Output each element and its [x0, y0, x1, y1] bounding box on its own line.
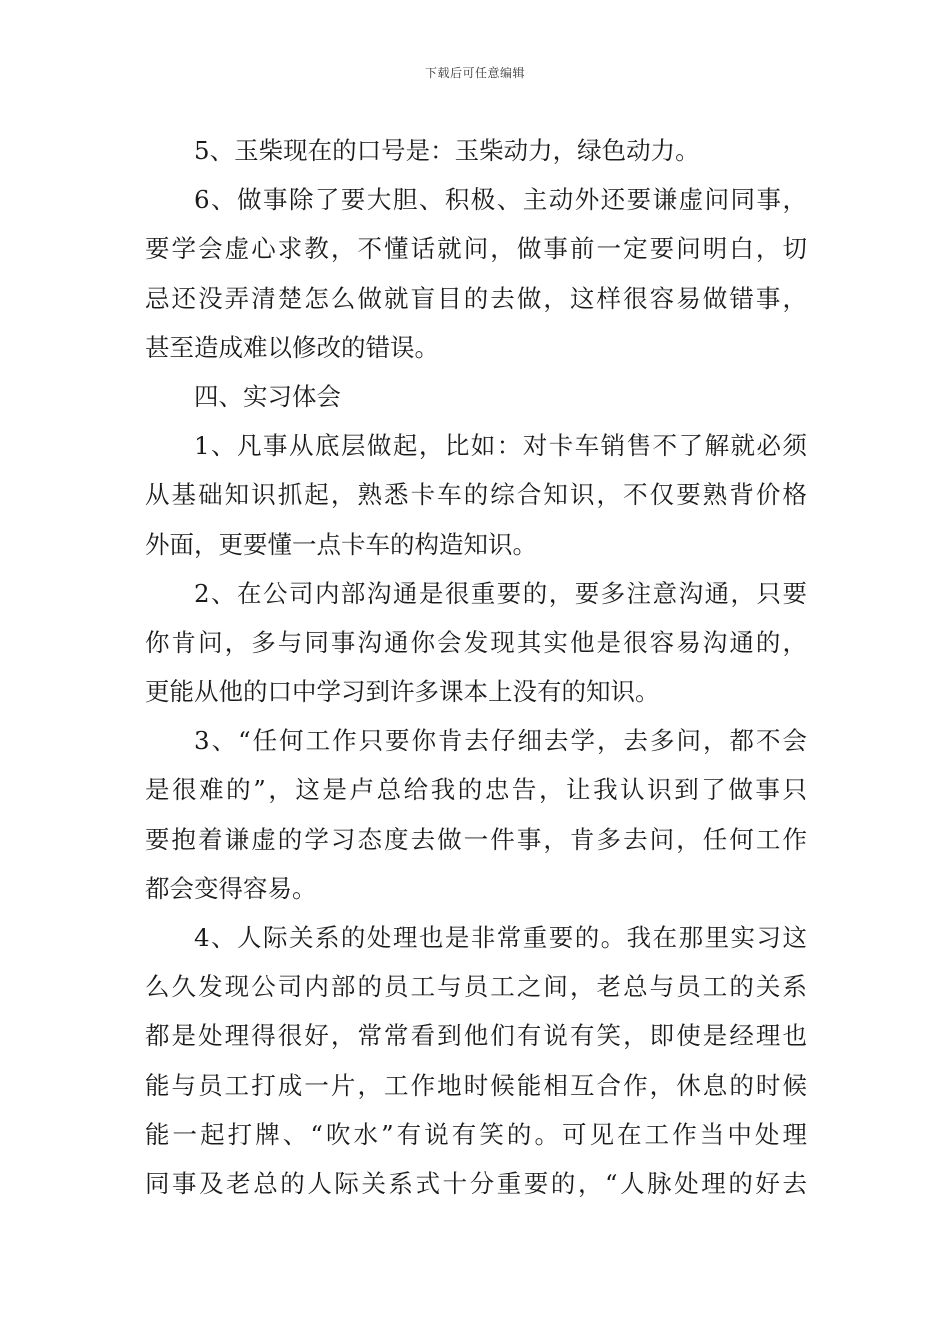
text-line: 4、人际关系的处理也是非常重要的。我在那里实习这 — [194, 923, 807, 952]
text-line: 你肯问，多与同事沟通你会发现其实他是很容易沟通的， — [145, 627, 807, 657]
text-line: 同事及老总的人际关系式十分重要的，“人脉处理的好去 — [145, 1168, 807, 1198]
text-line: 都会变得容易。 — [145, 873, 317, 903]
text-line: 能与员工打成一片，工作地时候能相互合作，休息的时候 — [145, 1070, 807, 1100]
text-line: 3、“任何工作只要你肯去仔细去学，去多问，都不会 — [194, 726, 807, 756]
text-line: 从基础知识抓起，熟悉卡车的综合知识，不仅要熟背价格 — [145, 480, 807, 510]
text-line: 6、做事除了要大胆、积极、主动外还要谦虚问同事， — [194, 185, 807, 215]
page-header: 下载后可任意编辑 — [424, 66, 525, 80]
text-line: 更能从他的口中学习到许多课本上没有的知识。 — [145, 677, 660, 707]
text-line: 都是处理得很好，常常看到他们有说有笑，即使是经理也 — [145, 1021, 807, 1051]
text-line: 5、玉柴现在的口号是：玉柴动力，绿色动力。 — [194, 136, 700, 165]
text-line: 甚至造成难以修改的错误。 — [145, 332, 439, 362]
text-line: 要学会虚心求教，不懂话就问，做事前一定要问明白，切 — [145, 234, 807, 264]
text-line: 1、凡事从底层做起，比如：对卡车销售不了解就必须 — [194, 431, 807, 461]
text-line: 2、在公司内部沟通是很重要的，要多注意沟通，只要 — [194, 578, 807, 608]
text-line: 能一起打牌、“吹水”有说有笑的。可见在工作当中处理 — [145, 1119, 807, 1149]
text-line: 外面，更要懂一点卡车的构造知识。 — [145, 529, 537, 559]
text-line: 四、实习体会 — [194, 381, 341, 411]
text-line: 要抱着谦虚的学习态度去做一件事，肯多去问，任何工作 — [145, 824, 807, 854]
text-line: 是很难的”，这是卢总给我的忠告，让我认识到了做事只 — [145, 775, 807, 805]
document-body — [145, 126, 807, 1208]
text-line: 么久发现公司内部的员工与员工之间，老总与员工的关系 — [145, 972, 807, 1002]
text-line: 忌还没弄清楚怎么做就盲目的去做，这样很容易做错事， — [145, 283, 807, 313]
